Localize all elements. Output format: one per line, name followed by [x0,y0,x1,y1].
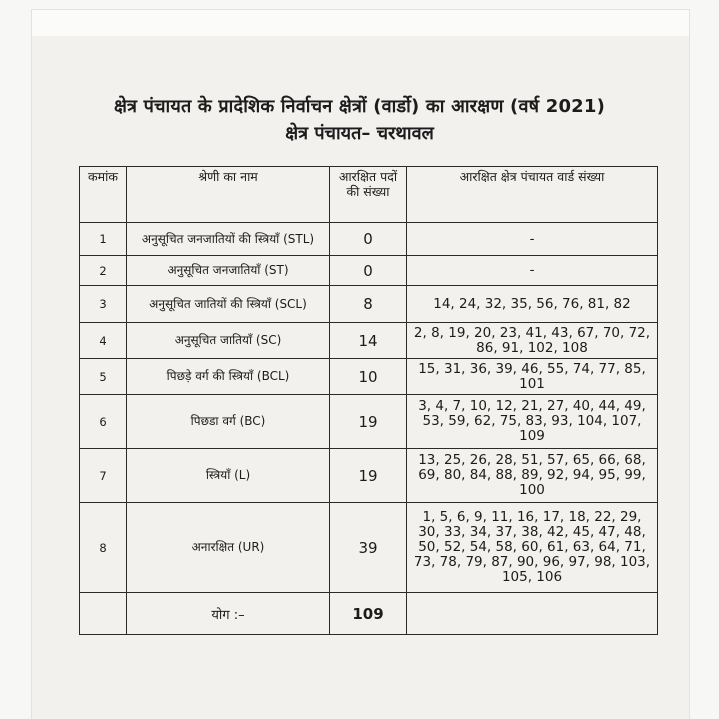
row-category: अनारक्षित (UR) [127,503,330,593]
row-serial: 8 [80,503,127,593]
row-serial: 1 [80,223,127,256]
row-wards: 3, 4, 7, 10, 12, 21, 27, 40, 44, 49, 53, 59, 62, 75, 83, 93, 104, 107, 109 [407,395,658,449]
table-row [80,503,658,593]
row-category: अनुसूचित जातियाँ (SC) [127,323,330,359]
total-label: योग :– [127,593,330,635]
total-wards-empty [407,593,658,635]
reservation-table [79,166,658,635]
row-category: पिछड़े वर्ग की स्त्रियाँ (BCL) [127,359,330,395]
row-wards: - [407,256,658,286]
row-serial: 6 [80,395,127,449]
row-count: 39 [330,503,407,593]
table-row [80,449,658,503]
row-count: 8 [330,286,407,323]
row-wards: 15, 31, 36, 39, 46, 55, 74, 77, 85, 101 [407,359,658,395]
document-title: क्षेत्र पंचायत के प्रादेशिक निर्वाचन क्षेत्रों (वार्डो) का आरक्षण (वर्ष 2021) [113,96,606,117]
row-serial: 5 [80,359,127,395]
header-category: श्रेणी का नाम [127,167,330,223]
row-count: 19 [330,449,407,503]
row-serial: 4 [80,323,127,359]
row-wards: 1, 5, 6, 9, 11, 16, 17, 18, 22, 29, 30, 33, 34, 37, 38, 42, 45, 47, 48, 50, 52, 54, 58, 60, 61, 63, 64, 71, 73, 78, 79, 87, 90, 96, 97, 98, 103, 105, 106 [407,503,658,593]
row-serial: 2 [80,256,127,286]
row-count: 0 [330,223,407,256]
row-wards: 14, 24, 32, 35, 56, 76, 81, 82 [407,286,658,323]
row-serial: 7 [80,449,127,503]
table-row [80,359,658,395]
row-count: 14 [330,323,407,359]
table-header-row [80,167,658,223]
row-wards: - [407,223,658,256]
row-wards: 2, 8, 19, 20, 23, 41, 43, 67, 70, 72, 86, 91, 102, 108 [407,323,658,359]
document-subtitle: क्षेत्र पंचायत– चरथावल [285,123,434,144]
table-row [80,323,658,359]
table-row [80,395,658,449]
row-category: अनुसूचित जनजातियों की स्त्रियाँ (STL) [127,223,330,256]
table-row [80,256,658,286]
table-row [80,223,658,256]
table-total-row [80,593,658,635]
page-top-band [32,10,689,36]
row-count: 19 [330,395,407,449]
row-serial: 3 [80,286,127,323]
total-empty-cell [80,593,127,635]
row-wards: 13, 25, 26, 28, 51, 57, 65, 66, 68, 69, 80, 84, 88, 89, 92, 94, 95, 99, 100 [407,449,658,503]
row-category: अनुसूचित जनजातियाँ (ST) [127,256,330,286]
header-wards: आरक्षित क्षेत्र पंचायत वार्ड संख्या [407,167,658,223]
table-row [80,286,658,323]
row-count: 0 [330,256,407,286]
row-category: अनुसूचित जातियों की स्त्रियाँ (SCL) [127,286,330,323]
row-category: स्त्रियाँ (L) [127,449,330,503]
row-count: 10 [330,359,407,395]
total-count: 109 [330,593,407,635]
header-serial: कमांक [80,167,127,223]
header-count: आरक्षित पदों की संख्या [330,167,407,223]
row-category: पिछडा वर्ग (BC) [127,395,330,449]
